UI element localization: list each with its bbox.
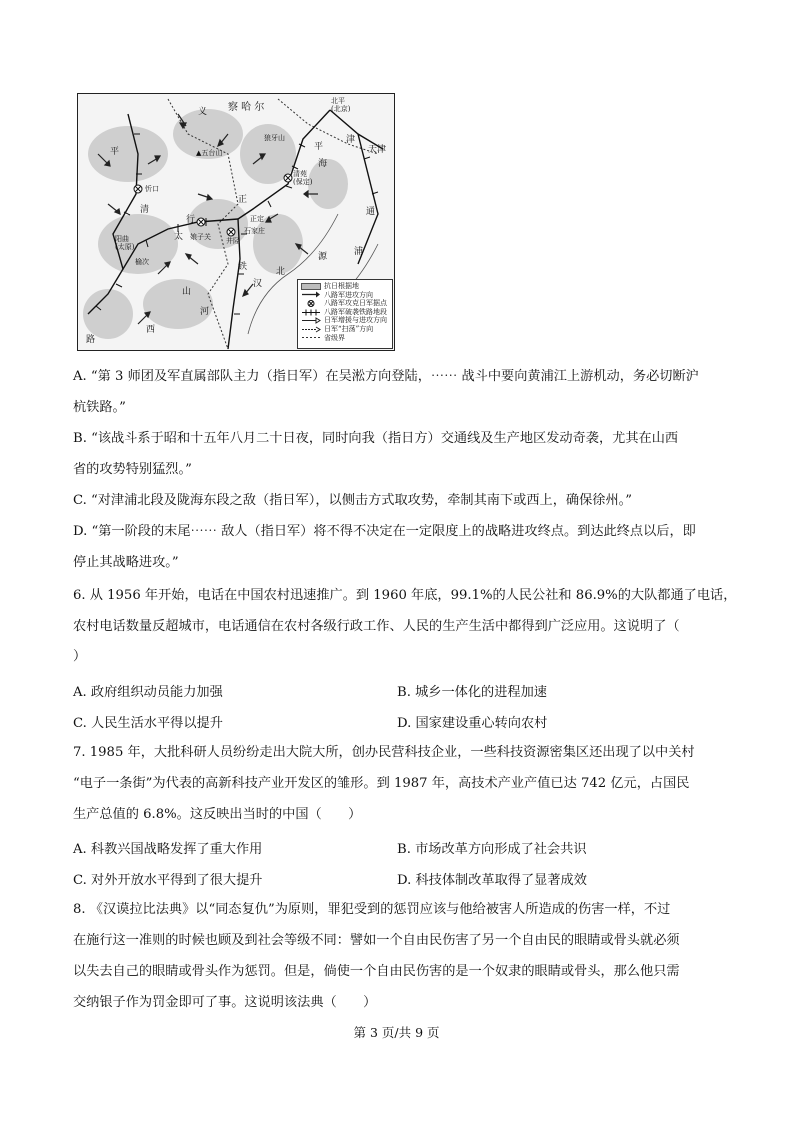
map-label-tai: 太 [174,232,184,242]
legend-railway-sabotage: 八路军破袭铁路地段 [301,308,389,317]
option-b-line-1: B. “该战斗系于昭和十五年八月二十日夜，同时向我（指日方）交通线及生产地区发动奇袭，尤其在山西 [73,431,679,446]
map-label-tong: 通 [366,207,376,217]
map-label-hang: 行 [186,215,196,225]
map-label-tie: 铁 [238,262,248,272]
map-label-yangqu: 阳曲 (太原) [115,235,135,251]
option-a-line-2: 杭铁路。” [73,400,126,415]
map-label-jingxing: 井陉 [226,237,240,245]
q8-stem-line-1: 8. 《汉谟拉比法典》以“同态复仇”为原则，罪犯受到的惩罚应该与他给被害人所造成的伤害一样，不过 [73,902,671,917]
map-label-qingyuan: 清苑 (保定) [293,170,313,186]
map-label-wutaishan: ▲五台山 [196,149,223,157]
legend-base-area: 抗日根据地 [301,282,389,291]
map-label-shijiazhuang: 石家庄 [244,227,265,235]
map-label-qing: 清 [140,205,150,215]
map-label-niangziguan: 娘子关 [190,233,211,241]
map-label-shan: 山 [182,287,192,297]
map-label-yuan: 源 [318,252,328,262]
q7-stem-line-3: 生产总值的 6.8%。这反映出当时的中国（ ） [73,807,362,822]
legend-province-border: 省级界 [324,333,345,342]
map-label-han: 汉 [253,279,263,289]
map-label-langyashan: 狼牙山 [264,134,285,142]
map-label-yuci: 榆次 [135,258,149,266]
q7-option-d[interactable]: D. 科技体制改革取得了显著成效 [397,873,587,888]
map-label-chahaer: 察 哈 尔 [228,102,265,113]
map-label-zhengding: 正定 [250,215,264,223]
q7-option-b[interactable]: B. 市场改革方向形成了社会共识 [397,842,587,857]
map-label-ping2: 平 [110,147,120,157]
map-label-pu: 浦 [354,247,364,257]
q8-stem-line-2: 在施行这一准则的时候也顾及到社会等级不同：譬如一个自由民伤害了另一个自由民的眼睛或骨头就必须 [73,933,680,948]
legend-japanese-reinforcement: 日军增援与进攻方向 [301,316,389,325]
map-label-yi: 义 [198,107,208,117]
q6-stem-line-1: 6. 从 1956 年开始，电话在中国农村迅速推广。到 1960 年底，99.1%的人民公社和 86.9%的大队都通了电话， [73,588,737,603]
map-label-bei: 北 [276,267,286,277]
map-label-xi: 西 [146,325,156,335]
q6-option-d[interactable]: D. 国家建设重心转向农村 [397,716,548,731]
legend-eighth-army-advance: 八路军进攻方向 [301,291,389,300]
q7-stem-line-1: 7. 1985 年，大批科研人员纷纷走出大院大所，创办民营科技企业，一些科技资源密集区还出现了以中关村 [73,745,695,760]
map-label-tianjin: 天津 [368,145,387,155]
option-d-line-2: 停止其战略进攻。” [73,555,179,570]
legend-captured-stronghold: 八路军攻克日军据点 [301,299,389,308]
map-label-hai: 海 [318,159,328,169]
option-b-line-2: 省的攻势特别猛烈。” [73,462,192,477]
option-d-line-1: D. “第一阶段的末尾⋯⋯ 敌人（指日军）将不得不决定在一定限度上的战略进攻终点。到达此终点以后，即 [73,524,696,539]
q8-stem-line-4: 交纳银子作为罚金即可了事。这说明该法典（ ） [73,995,377,1010]
map-label-xinkou: 忻口 [145,185,159,193]
q7-option-c[interactable]: C. 对外开放水平得到了很大提升 [73,873,263,888]
map-label-he: 河 [200,307,210,317]
q6-stem-line-3: ） [73,649,87,664]
q6-option-c[interactable]: C. 人民生活水平得以提升 [73,716,223,731]
q7-option-a[interactable]: A. 科教兴国战略发挥了重大作用 [73,842,263,857]
battle-map [77,93,395,351]
map-legend [297,279,393,349]
q6-stem-line-2: 农村电话数量反超城市，电话通信在农村各级行政工作、人民的生产生活中都得到广泛应用。这说明了（ [73,619,680,634]
option-c-line-1: C. “对津浦北段及陇海东段之敌（指日军），以侧击方式取攻势，牵制其南下或西上，确保徐州。” [73,493,632,508]
q6-option-a[interactable]: A. 政府组织动员能力加强 [73,685,223,700]
map-label-lu: 路 [86,335,96,345]
map-label-ping: 平 [314,142,324,152]
q6-option-b[interactable]: B. 城乡一体化的进程加速 [397,685,547,700]
q7-stem-line-2: “电子一条街”为代表的高新科技产业开发区的雏形。到 1987 年，高技术产业产值已达 742 亿元，占国民 [73,776,690,791]
map-label-beiping: 北平 (北京) [331,97,351,113]
q8-stem-line-3: 以失去自己的眼睛或骨头作为惩罚。但是，倘使一个自由民伤害的是一个奴隶的眼睛或骨头，那么他只需 [73,964,680,979]
map-label-jin: 津 [346,135,356,145]
map-label-zheng: 正 [238,195,248,205]
option-a-line-1: A. “第 3 师团及军直属部队主力（指日军）在吴淞方向登陆，⋯⋯ 战斗中要向黄浦江上游机动，务必切断沪 [73,369,699,384]
page-footer: 第 3 页/共 9 页 [353,1025,440,1040]
legend-japanese-sweep: 日军“扫荡”方向 [301,325,389,334]
